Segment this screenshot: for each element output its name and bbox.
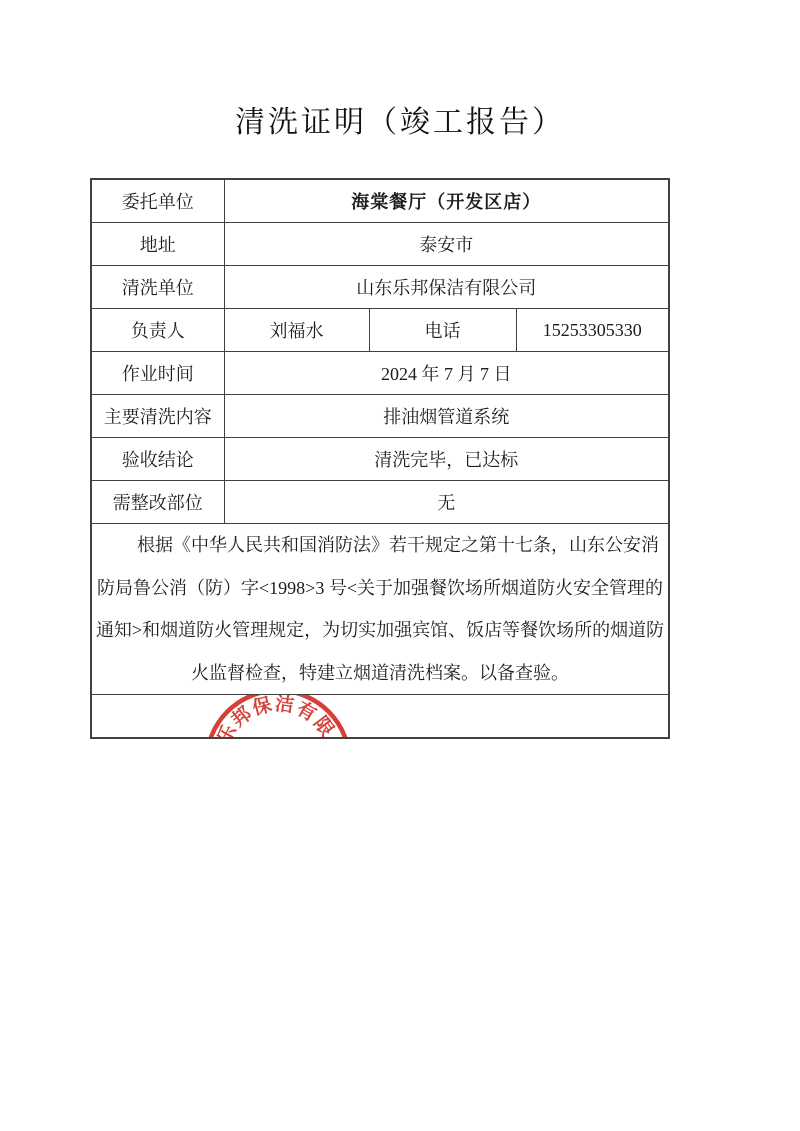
stamp-ring-text: 山东乐邦保洁有限公司: [209, 693, 347, 792]
table-row-work-date: [91, 352, 669, 395]
company-stamp: 山东乐邦保洁有限公司 3703073109975: [202, 695, 354, 739]
person-in-charge-label: 负责人: [91, 309, 224, 352]
table-row-person-in-charge: [91, 309, 669, 352]
page-title: 清洗证明（竣工报告）: [235, 106, 565, 139]
phone-value: 15253305330: [516, 309, 669, 352]
client-unit-value: 海棠餐厅（开发区店）: [224, 179, 669, 223]
cleaning-content-label: 主要清洗内容: [91, 395, 224, 438]
table-row-address: [91, 223, 669, 266]
table-row-signature: [91, 695, 669, 739]
rectification-parts-label: 需整改部位: [91, 481, 224, 524]
client-unit-label: 委托单位: [91, 179, 224, 223]
star-icon: [249, 732, 307, 738]
table-row-rectification-parts: [91, 481, 669, 524]
work-date-value: 2024 年 7 月 7 日: [224, 352, 669, 395]
cleaning-unit-label: 清洗单位: [91, 266, 224, 309]
work-date-label: 作业时间: [91, 352, 224, 395]
table-row-cleaning-content: [91, 395, 669, 438]
address-value: 泰安市: [224, 223, 669, 266]
table-row-notice: [91, 524, 669, 695]
signature-area: [91, 693, 669, 819]
cleaning-unit-value: 山东乐邦保洁有限公司: [224, 266, 669, 309]
table-row-cleaning-unit: [91, 266, 669, 309]
acceptance-conclusion-value: 清洗完毕，已达标: [224, 438, 669, 481]
address-label: 地址: [91, 223, 224, 266]
certificate-table: [90, 178, 670, 819]
table-row-client-unit: [91, 179, 669, 223]
rectification-parts-value: 无: [224, 481, 669, 524]
person-in-charge-value: 刘福水: [224, 309, 369, 352]
legal-notice-paragraph: 根据《中华人民共和国消防法》若干规定之第十七条，山东公安消防局鲁公消（防）字<1998>3 号<关于加强餐饮场所烟道防火安全管理的通知>和烟道防火管理规定，为切实加强宾馆、饭店等餐饮场所的烟道防火监督检查，特建立烟道清洗档案。以备查验。: [91, 524, 669, 695]
phone-label: 电话: [369, 309, 516, 352]
table-row-acceptance-conclusion: [91, 438, 669, 481]
cleaning-content-value: 排油烟管道系统: [224, 395, 669, 438]
acceptance-conclusion-label: 验收结论: [91, 438, 224, 481]
